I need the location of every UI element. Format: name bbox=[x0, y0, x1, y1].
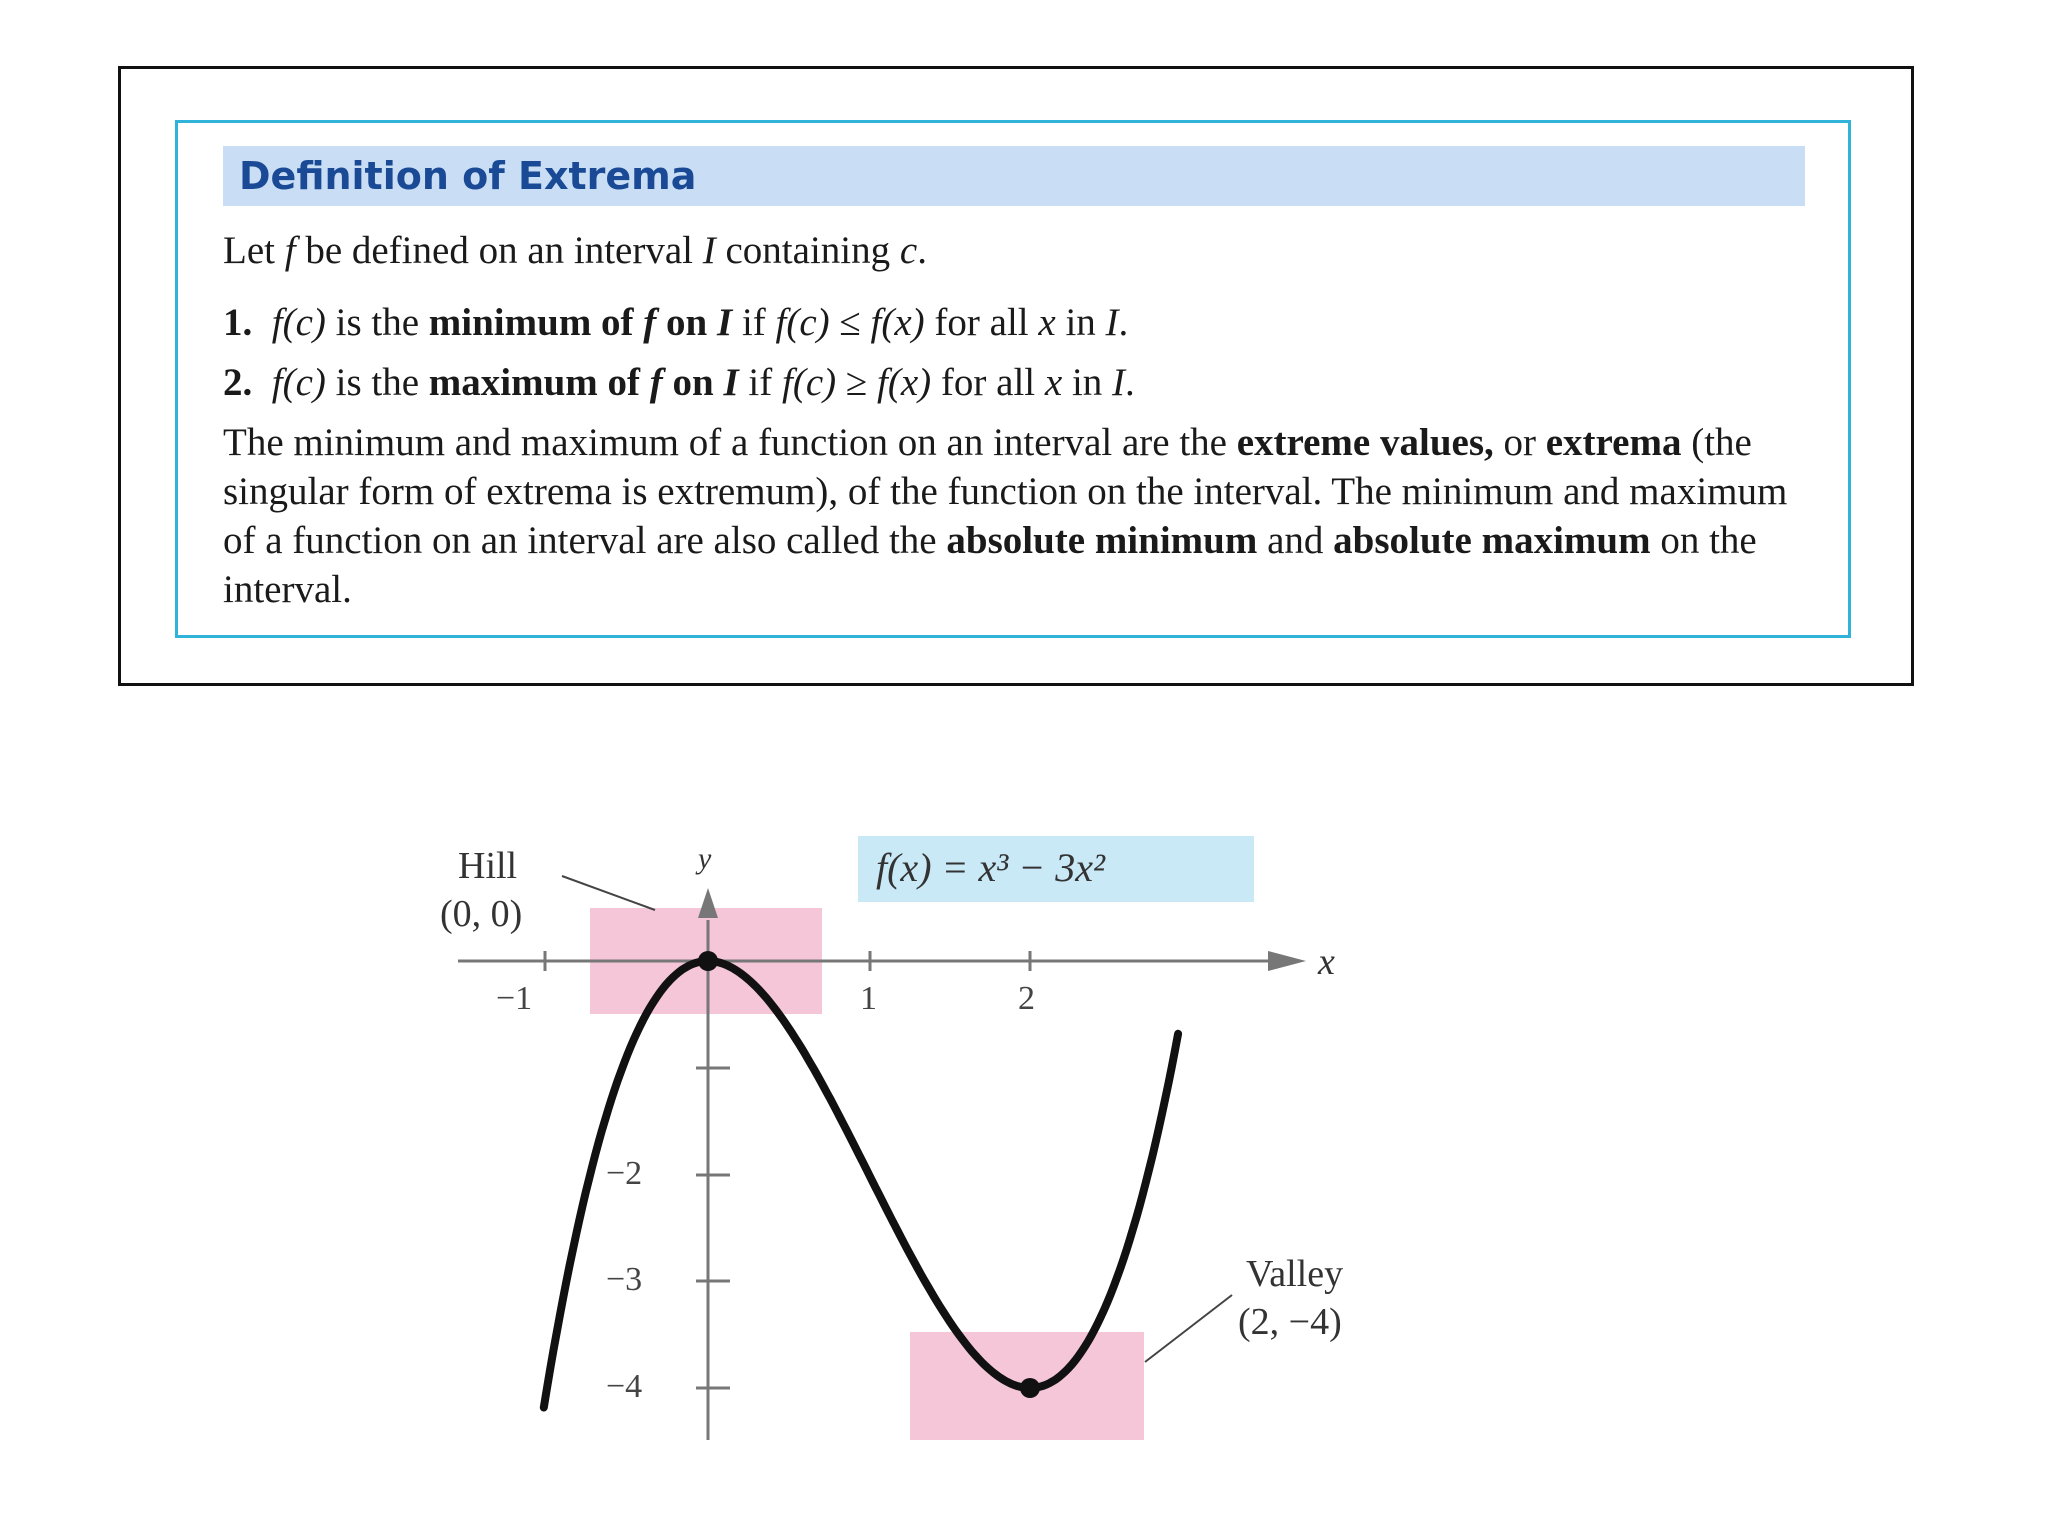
valley-label: Valley bbox=[1246, 1253, 1344, 1295]
item-math: I bbox=[1112, 361, 1126, 404]
hill-point-marker bbox=[698, 951, 718, 971]
y-tick-label: −4 bbox=[606, 1368, 643, 1405]
item-number: 1. bbox=[223, 301, 253, 344]
item-relation: ≥ bbox=[836, 361, 878, 404]
y-tick-label: −2 bbox=[606, 1155, 643, 1192]
y-axis-label: y bbox=[698, 842, 712, 875]
item-bold: on bbox=[662, 361, 724, 404]
item-bold: maximum of bbox=[428, 361, 650, 404]
item-bold-math: I bbox=[723, 361, 739, 404]
valley-leader-line bbox=[1145, 1295, 1232, 1362]
item-bold-math: I bbox=[717, 301, 733, 344]
item-text: if bbox=[738, 361, 782, 404]
item-text: in bbox=[1055, 301, 1106, 344]
item-math: f(c) bbox=[271, 361, 326, 404]
definition-title: Definition of Extrema bbox=[239, 154, 697, 198]
item-math: I bbox=[1105, 301, 1119, 344]
x-tick-label: 2 bbox=[1018, 980, 1035, 1017]
x-tick-label: −1 bbox=[496, 980, 533, 1017]
item-bold: minimum of bbox=[428, 301, 644, 344]
intro-text: containing bbox=[715, 229, 900, 272]
y-axis-arrow bbox=[698, 888, 718, 918]
intro-text: . bbox=[917, 229, 927, 272]
paragraph-text: The minimum and maximum of a function on an interval are the bbox=[223, 421, 1237, 464]
x-axis-arrow bbox=[1268, 951, 1306, 971]
paragraph-text: and bbox=[1257, 519, 1334, 562]
function-label: f(x) = x³ − 3x² bbox=[876, 845, 1105, 890]
item-math: f(c) bbox=[775, 301, 830, 344]
item-math: x bbox=[1038, 301, 1056, 344]
item-text: if bbox=[732, 301, 776, 344]
item-relation: ≤ bbox=[829, 301, 871, 344]
item-math: f(x) bbox=[870, 301, 925, 344]
x-tick-label: 1 bbox=[860, 980, 877, 1017]
paragraph-text: or bbox=[1493, 421, 1546, 464]
intro-c: c bbox=[899, 229, 918, 272]
item-math: x bbox=[1044, 361, 1063, 404]
item-text: . bbox=[1125, 361, 1135, 404]
item-text: is the bbox=[325, 301, 429, 344]
term-extreme-values: extreme values, bbox=[1236, 421, 1494, 464]
intro-text: Let bbox=[223, 229, 285, 272]
term-absolute-minimum: absolute minimum bbox=[946, 519, 1258, 562]
item-number: 2. bbox=[223, 361, 253, 404]
term-absolute-maximum: absolute maximum bbox=[1333, 519, 1651, 562]
valley-point-label: (2, −4) bbox=[1238, 1301, 1342, 1343]
item-math: f(c) bbox=[782, 361, 837, 404]
y-tick-label: −3 bbox=[606, 1261, 643, 1298]
item-text: . bbox=[1118, 301, 1129, 344]
item-text: for all bbox=[924, 301, 1039, 344]
item-text: for all bbox=[931, 361, 1045, 404]
intro-text: be defined on an interval bbox=[295, 229, 703, 272]
x-axis-label: x bbox=[1318, 941, 1335, 983]
valley-point-marker bbox=[1020, 1378, 1040, 1398]
function-label-box bbox=[858, 836, 1254, 902]
hill-label: Hill bbox=[458, 845, 518, 887]
item-bold: on bbox=[656, 301, 717, 344]
hill-point-label: (0, 0) bbox=[440, 893, 523, 935]
item-math: f(c) bbox=[271, 301, 326, 344]
item-math: f(x) bbox=[877, 361, 932, 404]
intro-I: I bbox=[702, 229, 716, 272]
item-text: is the bbox=[325, 361, 429, 404]
item-text: in bbox=[1062, 361, 1113, 404]
term-extrema: extrema bbox=[1545, 421, 1682, 464]
paragraph-text: (the singular form of extrema is extremum), of the function on the interval. The minimum and maximum of a function on an interval are also called the bbox=[223, 421, 1788, 562]
hill-leader-line bbox=[562, 876, 655, 910]
item-bold-math: f bbox=[643, 301, 657, 344]
item-bold-math: f bbox=[649, 361, 663, 404]
paragraph-text: on the interval. bbox=[223, 519, 1757, 611]
intro-f: f bbox=[284, 229, 296, 272]
